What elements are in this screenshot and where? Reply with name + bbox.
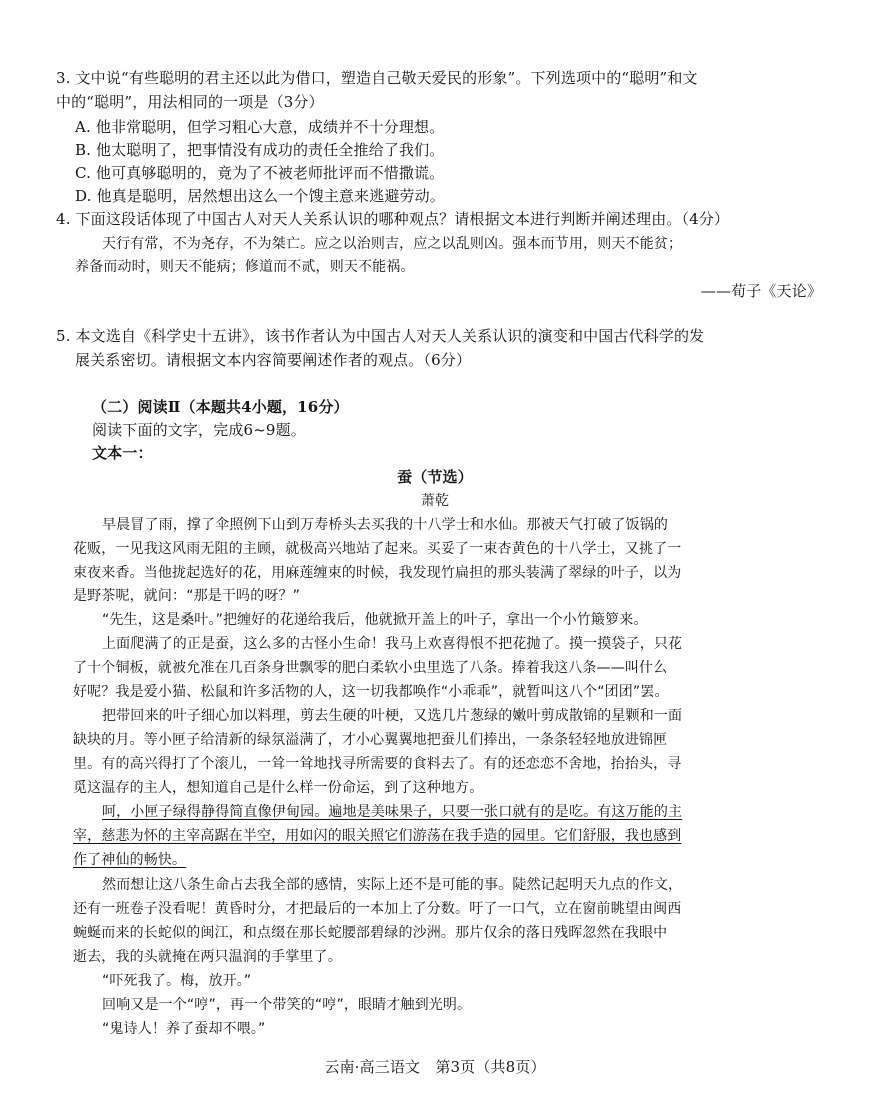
question-3-option-c: C. 他可真够聪明的，竟为了不被老师批评而不惜撒谎。 bbox=[75, 164, 445, 182]
article-line: 花贩，一见我这风雨无阻的主顾，就极高兴地站了起来。买妥了一束杏黄色的十八学士，又挑了一 bbox=[73, 541, 682, 557]
question-3-stem-line2: 中的“聪明”，用法相同的一项是（3分） bbox=[56, 93, 324, 111]
question-3-stem-line1: 3. 文中说“有些聪明的君主还以此为借口，塑造自己敬天爱民的形象”。下列选项中的“聪明”和文 bbox=[56, 69, 698, 87]
article-line: 里。有的高兴得打了个滚儿，一耸一耸地找寻所需要的食料去了。有的还恋恋不舍地，抬抬头，寻 bbox=[73, 756, 682, 772]
article-line: 是野茶呢，就问：“那是干吗的呀？” bbox=[73, 588, 301, 604]
question-5-stem-line1: 5. 本文选自《科学史十五讲》，该书作者认为中国古人对天人关系认识的演变和中国古代科学的发 bbox=[56, 327, 705, 345]
underlined-article-line: 宰，慈悲为怀的主宰高踞在半空，用如闪的眼关照它们游荡在我手造的园里。它们舒服，我也感到 bbox=[73, 828, 682, 844]
section-heading: （二）阅读Ⅱ（本题共4小题，16分） bbox=[92, 398, 349, 416]
question-4-source: ——荀子《天论》 bbox=[700, 282, 822, 300]
article-line: 蜿蜒而来的长蛇似的闽江，和点缀在那长蛇腰部碧绿的沙洲。那片仅余的落日残晖忽然在我眼中 bbox=[73, 925, 668, 941]
question-3-option-d: D. 他真是聪明，居然想出这么一个馊主意来逃避劳动。 bbox=[75, 187, 445, 205]
article-line: 早晨冒了雨，撑了伞照例下山到万寿桥头去买我的十八学士和水仙。那被天气打破了饭锅的 bbox=[102, 517, 668, 533]
article-line: 束夜来香。当他拢起选好的花，用麻莲缠束的时候，我发现竹扁担的那头装满了翠绿的叶子，以为 bbox=[73, 565, 682, 581]
question-4-stem: 4. 下面这段话体现了中国古人对天人关系认识的哪种观点？请根据文本进行判断并阐述理由。（4分） bbox=[56, 210, 730, 228]
question-3-option-b: B. 他太聪明了，把事情没有成功的责任全推给了我们。 bbox=[75, 141, 445, 159]
question-4-quote-line2: 养备而动时，则天不能病；修道而不贰，则天不能祸。 bbox=[75, 259, 415, 275]
article-line: 还有一班卷子没看呢！黄昏时分，才把最后的一本加上了分数。吁了一口气，立在窗前眺望由闽西 bbox=[73, 901, 682, 917]
text-one-label: 文本一： bbox=[92, 444, 153, 462]
question-4-quote-line1: 天行有常，不为尧存，不为桀亡。应之以治则吉，应之以乱则凶。强本而节用，则天不能贫； bbox=[102, 236, 683, 252]
article-line: 逝去，我的头就掩在两只温润的手掌里了。 bbox=[73, 949, 342, 965]
article-line: 然而想让这八条生命占去我全部的感情，实际上还不是可能的事。陡然记起明天九点的作文， bbox=[102, 877, 683, 893]
section-instruction: 阅读下面的文字，完成6~9题。 bbox=[92, 421, 306, 439]
question-3-option-a: A. 他非常聪明，但学习粗心大意，成绩并不十分理想。 bbox=[75, 118, 445, 136]
article-line: “鬼诗人！养了蚕却不喂。” bbox=[102, 1021, 266, 1037]
article-line: 回响又是一个“哼”，再一个带笑的“哼”，眼睛才触到光明。 bbox=[102, 997, 472, 1013]
question-5-stem-line2: 展关系密切。请根据文本内容简要阐述作者的观点。（6分） bbox=[75, 351, 472, 369]
article-author: 萧乾 bbox=[420, 493, 450, 509]
article-line: 觅这温存的主人，想知道自己是什么样一份命运，到了这种地方。 bbox=[73, 780, 484, 796]
page-footer: 云南·高三语文 第3页（共8页） bbox=[324, 1058, 546, 1076]
article-line: “吓死我了。梅，放开。” bbox=[102, 973, 252, 989]
article-title: 蚕（节选） bbox=[397, 468, 473, 486]
article-line: “先生，这是桑叶。”把缠好的花递给我后，他就掀开盖上的叶子，拿出一个小竹簸箩来。 bbox=[102, 612, 648, 628]
article-line: 缺块的月。等小匣子给清新的绿氛溢满了，才小心翼翼地把蚕儿们捧出，一条条轻轻地放进锦匣 bbox=[73, 732, 668, 748]
article-line: 把带回来的叶子细心加以料理，剪去生硬的叶梗，又选几片葱绿的嫩叶剪成散锦的星颗和一面 bbox=[102, 708, 683, 724]
underlined-article-line: 作了神仙的畅快。 bbox=[73, 852, 187, 868]
underlined-article-line: 呵，小匣子绿得静得简直像伊甸园。遍地是美味果子，只要一张口就有的是吃。有这万能的主 bbox=[102, 804, 683, 820]
article-line: 了十个铜板，就被允准在几百条身世飘零的肥白柔软小虫里选了八条。捧着我这八条——叫什么 bbox=[73, 660, 668, 676]
article-line: 上面爬满了的正是蚕，这么多的古怪小生命！我马上欢喜得恨不把花抛了。摸一摸袋子，只花 bbox=[102, 636, 683, 652]
article-line: 好呢？我是爱小猫、松鼠和许多活物的人，这一切我都唤作“小乖乖”，就暂叫这八个“团团”罢。 bbox=[73, 684, 669, 700]
